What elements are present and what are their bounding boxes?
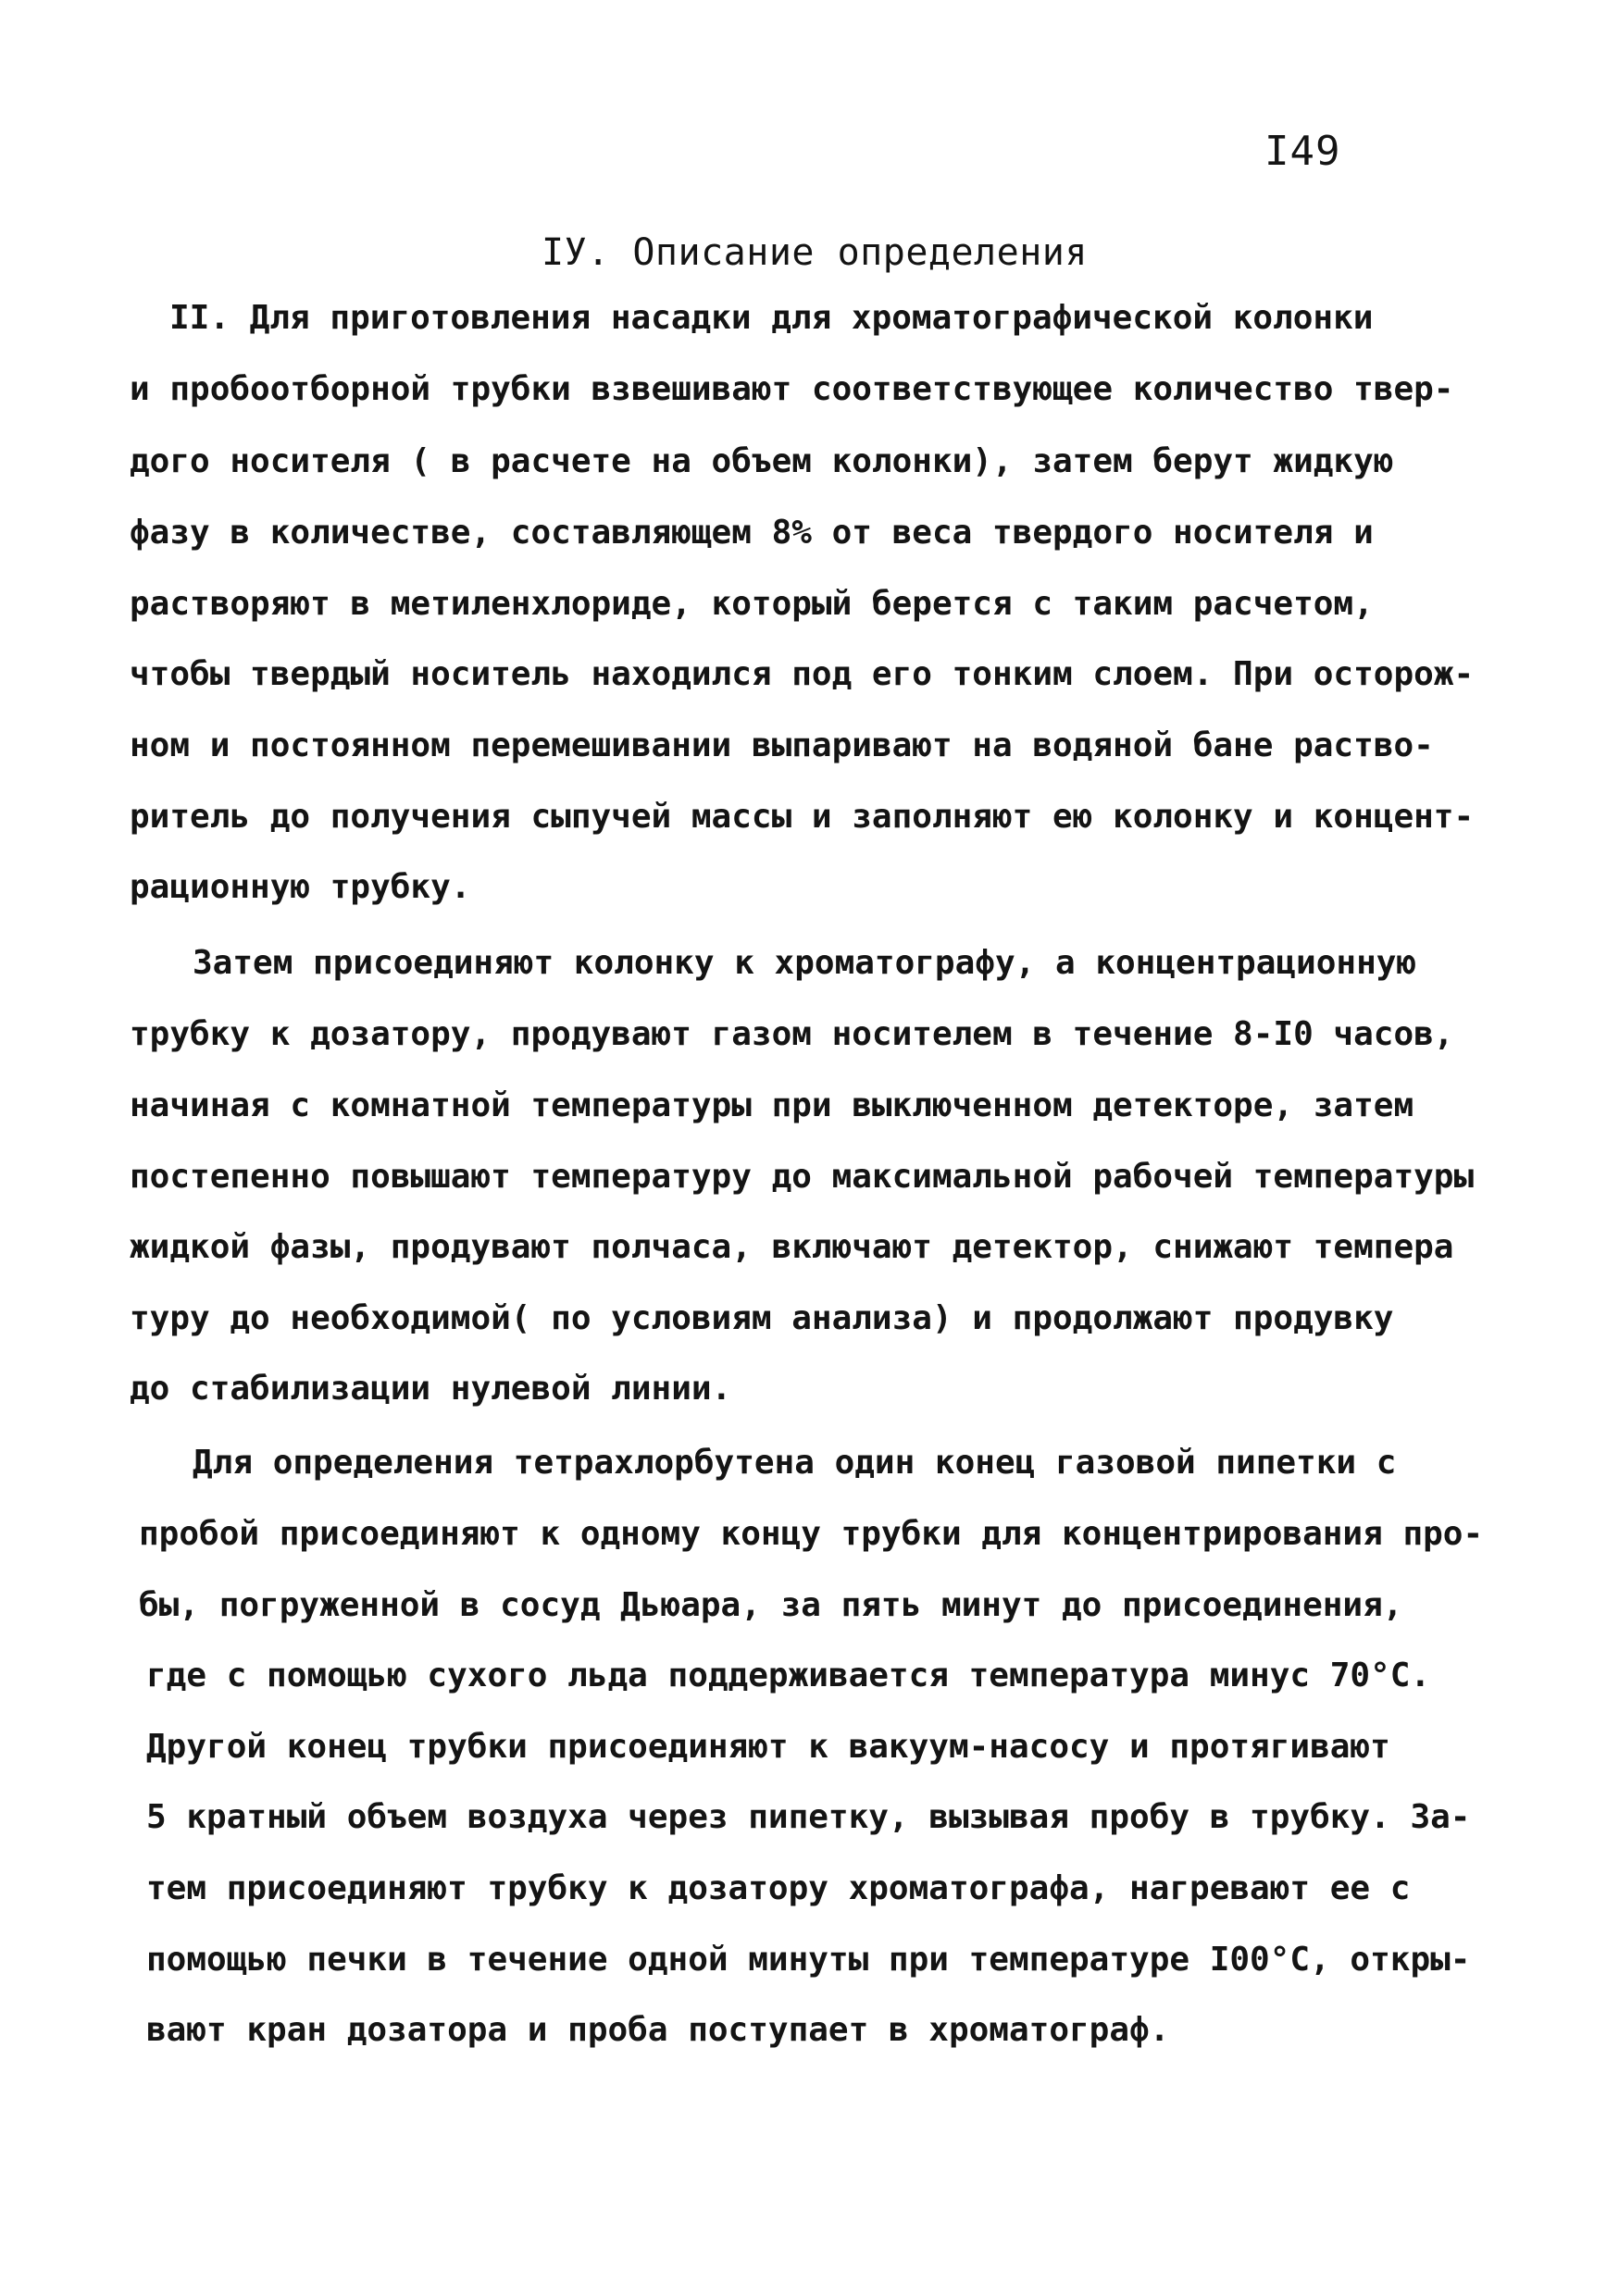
text-line: где с помощью сухого льда поддерживается температура минус 70°С. <box>146 1657 1431 1694</box>
text-line: начиная с комнатной температуры при выключенном детекторе, затем <box>130 1086 1414 1124</box>
text-line: жидкой фазы, продувают полчаса, включают детектор, снижают темпера <box>130 1228 1454 1266</box>
text-line: до стабилизации нулевой линии. <box>130 1370 732 1408</box>
text-line: растворяют в метиленхлориде, который берется с таким расчетом, <box>130 585 1374 623</box>
text-line: II. Для приготовления насадки для хроматографической колонки <box>169 299 1374 337</box>
text-line: туру до необходимой( по условиям анализа) и продолжают продувку <box>130 1299 1394 1337</box>
text-line: ритель до получения сыпучей массы и заполняют ею колонку и концент- <box>130 798 1475 836</box>
text-line: Для определения тетрахлорбутена один конец газовой пипетки с <box>193 1444 1397 1482</box>
text-line: трубку к дозатору, продувают газом носителем в течение 8-I0 часов, <box>130 1015 1454 1053</box>
text-line: ном и постоянном перемешивании выпаривают на водяной бане раство- <box>130 726 1434 764</box>
text-line: постепенно повышают температуру до максимальной рабочей температуры <box>130 1158 1475 1196</box>
section-title: IУ. Описание определения <box>542 231 1088 274</box>
text-line: бы, погруженной в сосуд Дьюара, за пять минут до присоединения, <box>139 1586 1403 1624</box>
text-line: Другой конец трубки присоединяют к вакуум-насосу и протягивают <box>146 1728 1390 1766</box>
text-line: пробой присоединяют к одному концу трубки для концентрирования про- <box>139 1515 1484 1553</box>
text-line: вают кран дозатора и проба поступает в хроматограф. <box>146 2011 1170 2049</box>
text-line: рационную трубку. <box>130 868 471 906</box>
text-line: помощью печки в течение одной минуты при температуре I00°С, откры- <box>146 1941 1471 1979</box>
text-line: дого носителя ( в расчете на объем колонки), затем берут жидкую <box>130 442 1394 480</box>
text-line: чтобы твердый носитель находился под его тонким слоем. При осторож- <box>130 655 1475 693</box>
text-line: тем присоединяют трубку к дозатору хроматографа, нагревают ее с <box>146 1869 1411 1907</box>
page-number: I49 <box>1264 128 1341 175</box>
text-line: и пробоотборной трубки взвешивают соответствующее количество твер- <box>130 370 1454 408</box>
text-line: фазу в количестве, составляющем 8% от веса твердого носителя и <box>130 514 1374 552</box>
text-line: Затем присоединяют колонку к хроматографу, а концентрационную <box>193 944 1417 982</box>
text-line: 5 кратный объем воздуха через пипетку, вызывая пробу в трубку. За- <box>146 1798 1471 1836</box>
